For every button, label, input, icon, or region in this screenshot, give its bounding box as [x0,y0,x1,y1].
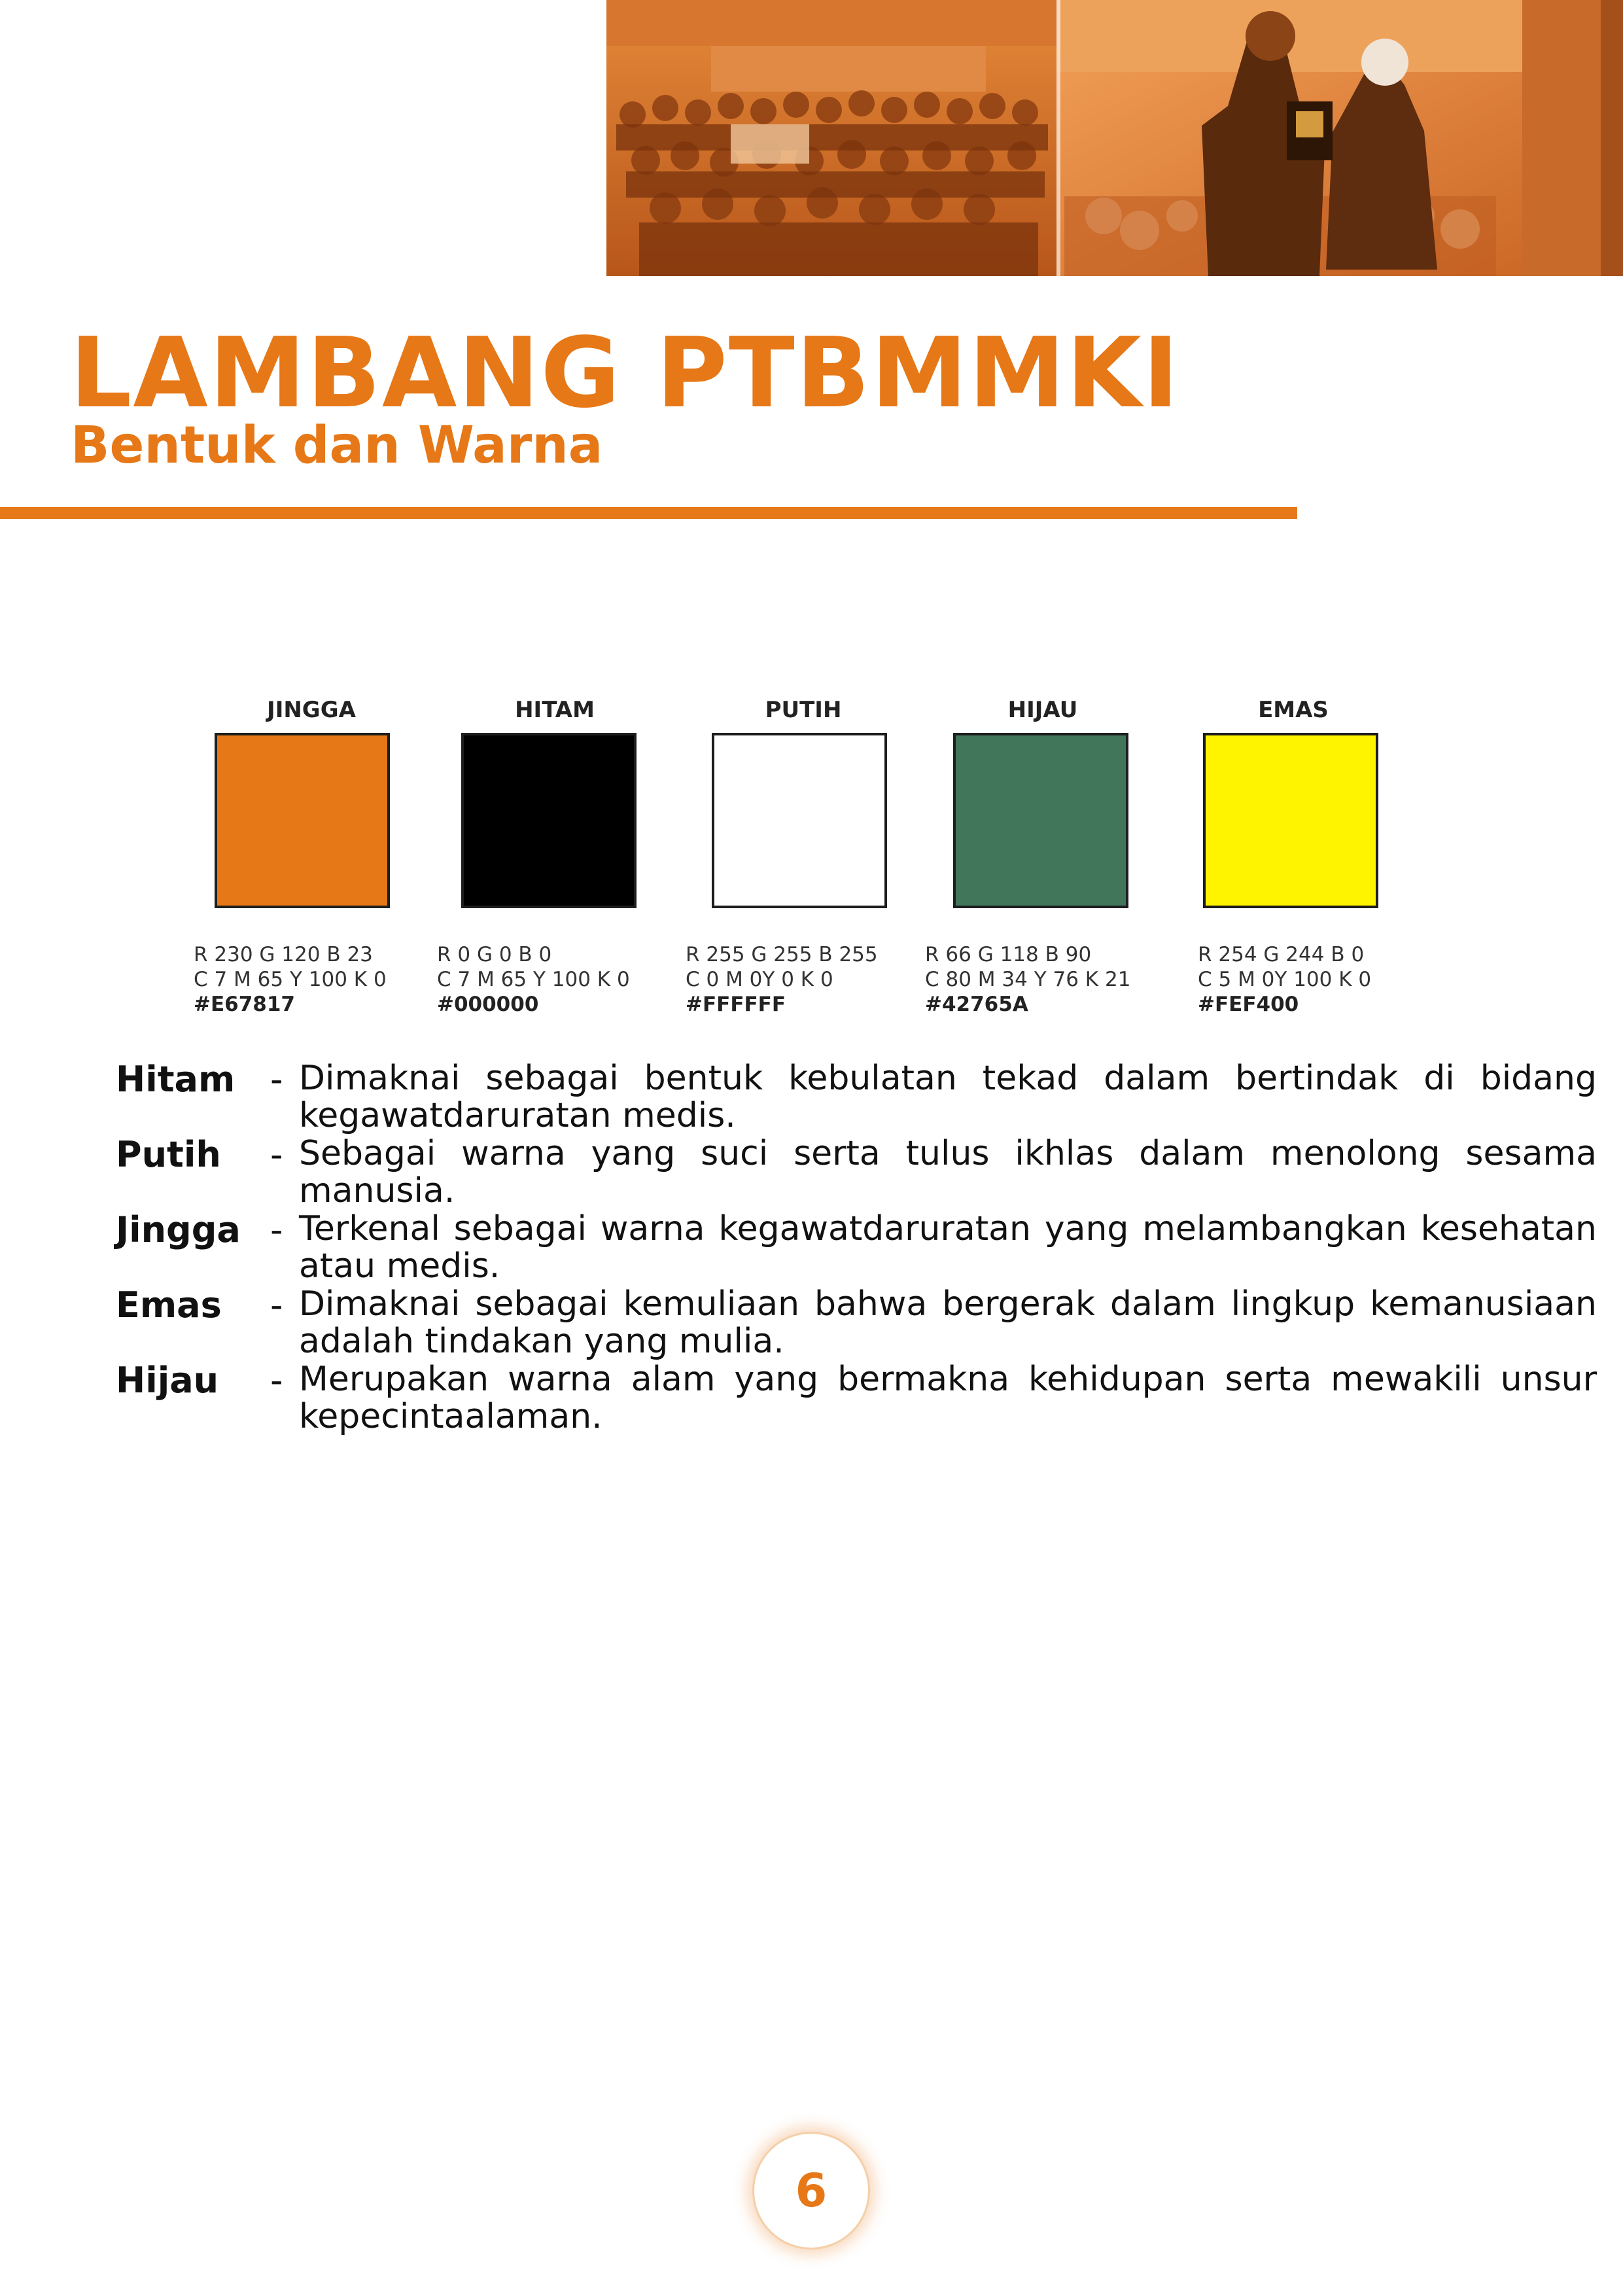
swatch-name: HITAM [515,697,595,723]
hex-code: #FEF400 [1198,993,1299,1016]
swatch-color-box [712,733,887,908]
meaning-term: Putih [116,1134,221,1175]
meaning-dash: - [270,1360,283,1401]
rgb-values: R 254 G 244 B 0 [1198,943,1365,966]
swatch-color-codes [194,942,387,1017]
swatch-name: JINGGA [267,697,356,723]
meaning-item [116,1284,1597,1361]
meaning-item [116,1059,1597,1135]
hex-code: #000000 [437,993,539,1016]
cmyk-values: C 7 M 65 Y 100 K 0 [194,968,387,991]
swatch-name: HIJAU [1007,697,1078,723]
meaning-dash: - [270,1284,283,1326]
hex-code: #E67817 [194,993,295,1016]
group-photo [606,0,1056,276]
meaning-dash: - [270,1059,283,1100]
swatch-color-box [461,733,637,908]
meaning-term: Jingga [116,1209,241,1250]
swatch-color-codes [686,942,878,1017]
swatch-name: PUTIH [765,697,842,723]
meaning-description: Merupakan warna alam yang bermakna kehidupan serta mewakili unsur kepecintaalaman. [299,1360,1597,1436]
meaning-item [116,1360,1597,1436]
swatch-color-codes [1198,942,1371,1017]
swatch-color-box [215,733,390,908]
rgb-values: R 230 G 120 B 23 [194,943,373,966]
meaning-dash: - [270,1134,283,1175]
meaning-description: Dimaknai sebagai bentuk kebulatan tekad dalam bertindak di bidang kegawatdaruratan medis. [299,1059,1597,1135]
award-photo [1056,0,1623,276]
cmyk-values: C 0 M 0Y 0 K 0 [686,968,833,991]
swatch-color-box [953,733,1128,908]
header-photo-collage [606,0,1623,276]
meaning-item [116,1209,1597,1286]
meaning-dash: - [270,1209,283,1250]
hex-code: #42765A [925,993,1028,1016]
meaning-description: Dimaknai sebagai kemuliaan bahwa bergerak dalam lingkup kemanusiaan adalah tindakan yang mulia. [299,1284,1597,1361]
meaning-item [116,1134,1597,1210]
swatch-color-box [1203,733,1378,908]
cmyk-values: C 80 M 34 Y 76 K 21 [925,968,1131,991]
meaning-description: Sebagai warna yang suci serta tulus ikhlas dalam menolong sesama manusia. [299,1134,1597,1210]
rgb-values: R 255 G 255 B 255 [686,943,878,966]
meaning-description: Terkenal sebagai warna kegawatdaruratan yang melambangkan kesehatan atau medis. [299,1209,1597,1286]
swatch-color-codes [925,942,1130,1017]
cmyk-values: C 7 M 65 Y 100 K 0 [437,968,630,991]
rgb-values: R 66 G 118 B 90 [925,943,1092,966]
title-divider [0,507,1297,519]
swatch-name: EMAS [1258,697,1329,723]
cmyk-values: C 5 M 0Y 100 K 0 [1198,968,1372,991]
meaning-term: Hijau [116,1360,219,1401]
meaning-term: Emas [116,1284,222,1326]
meaning-term: Hitam [116,1059,236,1100]
hex-code: #FFFFFF [686,993,786,1016]
page-subtitle: Bentuk dan Warna [71,416,603,475]
color-meanings-list [116,1059,1597,1436]
swatch-color-codes [437,942,630,1017]
rgb-values: R 0 G 0 B 0 [437,943,552,966]
page-number: 6 [752,2132,870,2250]
page-title: LAMBANG PTBMMKI [70,317,1180,429]
